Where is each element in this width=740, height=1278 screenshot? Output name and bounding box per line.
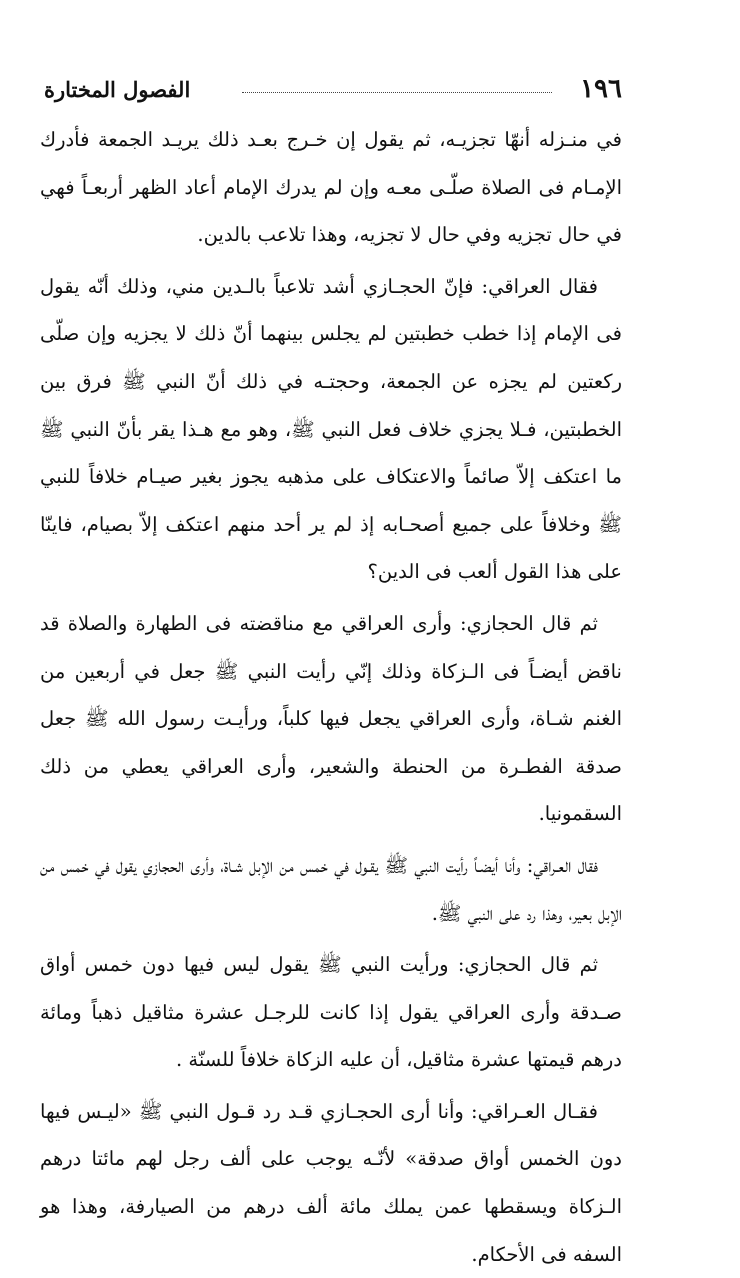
paragraph: فقـال العـراقي: وأنا أرى الحجـازي قـد رد قـول النبي ﷺ «ليـس فيها دون الخمس أواق صدقة» لأنّـه يوجب على ألف رجل لهم مائتا درهم الـزكاة ويسقطها عمن يملك مائة ألف درهم من الصيارفة، وهذا هو السفه فى الأحكام.	[40, 1099, 622, 1266]
paragraph: ثم قال الحجازي: ورأيت النبي ﷺ يقول ليس فيها دون خمس أواق صـدقة وأرى العراقي يقول إذا كانت للرجـل عشرة مثاقيل ذهباً ومائة درهم قيمتها عشرة مثاقيل، أن عليه الزكاة خلافاً للسنّة .	[40, 953, 622, 1072]
paragraph: فقال العراقي: فإنّ الحجـازي أشد تلاعباً بالـدين مني، وذلك أنّه يقول فى الإمام إذا خطب خطبتين لم يجلس بينهما أنّ ذلك لا يجزيه وإن صلّى ركعتين لم يجزه عن الجمعة، وحجتـه في ذلك أنّ النبي ﷺ فرق بين الخطبتين، فـلا يجزي خلاف فعل النبي ﷺ، وهو مع هـذا يقر بأنّ النبي ﷺ ما اعتكف إلاّ صائماً والاعتكاف على مذهبه يجوز بغير صيـام خلافاً للنبي ﷺ وخلافاً على جميع أصحـابه إذ لم ير أحد منهم اعتكف إلاّ بصيام، فاينّا على هذا القول ألعب فى الدين؟	[40, 274, 622, 584]
page-number: ١٩٦	[580, 74, 622, 104]
paragraph: فقال العـراقي: وأنا أيضـاً رأيت النبي ﷺ يقـول في خمس من الإبل شـاة، وأرى الحجازي يقول في خمس من الإبل بعير، وهذا رد على النبي ﷺ.	[40, 853, 622, 925]
header-dotted-rule	[242, 92, 552, 93]
paragraph: ثم قال الحجازي: وأرى العراقي مع مناقضته فى الطهارة والصلاة قد ناقض أيضـاً فى الـزكاة وذلك إنّي رأيت النبي ﷺ جعل في أربعين من الغنم شـاة، وأرى العراقي يجعل فيها كلباً، ورأيـت رسول الله ﷺ جعل صدقة الفطـرة من الحنطة والشعير، وأرى العراقي يعطي من ذلك السقمونيا.	[40, 611, 622, 826]
body-text	[40, 116, 622, 1278]
paragraph: في منـزله أنهّا تجزيـه، ثم يقول إن خـرج بعـد ذلك يريـد الجمعة فأدرك الإمـام فى الصلاة صلّـى معـه وإن لم يدرك الإمام أعاد الظهر أربعـاً فهي في حال تجزيه وفي حال لا تجزيه، وهذا تلاعب بالدين.	[40, 128, 622, 247]
page-header	[0, 70, 740, 110]
running-title: الفصول المختارة	[44, 77, 191, 102]
